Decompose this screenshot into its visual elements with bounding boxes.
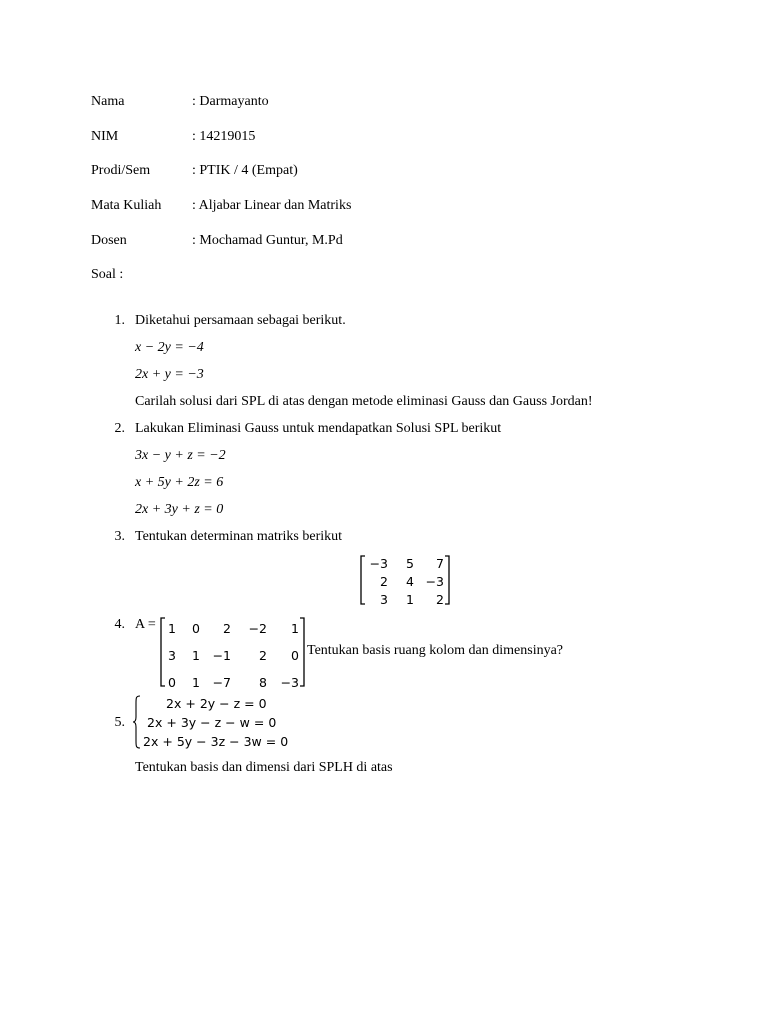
- q3-cell: 4: [406, 573, 414, 589]
- q5-term: w: [239, 715, 250, 730]
- q3-matrix-table: [366, 554, 444, 608]
- value-nama: : Darmayanto: [192, 94, 269, 109]
- q3-number: 3.: [114, 529, 125, 544]
- label-dosen: Dosen: [91, 233, 127, 248]
- q4-cell: −1: [212, 648, 231, 663]
- q5-term: −: [219, 696, 230, 711]
- value-nim: : 14219015: [192, 129, 256, 144]
- q4-cell: 0: [168, 675, 176, 690]
- q4-matrix-table: [162, 615, 299, 696]
- q2-eq1: 3x − y + z = −2: [135, 448, 226, 463]
- q5-term: −: [196, 734, 207, 749]
- q3-cell: 3: [380, 591, 388, 607]
- q5-term: −: [229, 734, 240, 749]
- value-matakuliah: : Aljabar Linear dan Matriks: [192, 198, 352, 213]
- q4-right-bracket: [299, 617, 305, 687]
- q1-number: 1.: [114, 313, 125, 328]
- q5-term: 2x: [147, 715, 163, 730]
- q5-term: +: [162, 734, 173, 749]
- q5-task: Tentukan basis dan dimensi dari SPLH di atas: [135, 760, 393, 775]
- q3-cell: 5: [406, 555, 414, 571]
- q4-cell: 0: [291, 648, 299, 663]
- q5-eq1: [143, 694, 288, 713]
- q5-term: −: [200, 715, 211, 730]
- q4-task: Tentukan basis ruang kolom dan dimensinya?: [307, 643, 564, 658]
- q3-cell: 2: [380, 573, 388, 589]
- q1-intro: Diketahui persamaan sebagai berikut.: [135, 313, 346, 328]
- q5-term: =: [244, 696, 255, 711]
- q5-term: 0: [258, 696, 267, 711]
- q5-term: z: [214, 715, 222, 730]
- q3-cell: −3: [425, 573, 444, 589]
- q3-cell: 2: [436, 591, 444, 607]
- q4-cell: 2: [223, 621, 231, 636]
- q5-term: 0: [280, 734, 289, 749]
- q4-cell: −7: [212, 675, 231, 690]
- q2-eq3: 2x + 3y + z = 0: [135, 502, 224, 517]
- q5-term: +: [166, 715, 177, 730]
- q5-term: 2x: [143, 734, 159, 749]
- q5-number: 5.: [114, 715, 125, 730]
- q2-intro: Lakukan Eliminasi Gauss untuk mendapatkan Solusi SPL berikut: [135, 421, 502, 436]
- q5-eq2: [143, 713, 288, 732]
- q4-cell: 1: [168, 621, 176, 636]
- soal-label: Soal :: [91, 267, 124, 282]
- q5-term: 5y: [176, 734, 193, 749]
- q3-cell: −3: [369, 555, 388, 571]
- q5-term: 2y: [199, 696, 216, 711]
- q5-term: −: [225, 715, 236, 730]
- q5-term: +: [185, 696, 196, 711]
- q5-term: 2x: [166, 696, 182, 711]
- q4-cell: 2: [259, 648, 267, 663]
- q2-eq2: x + 5y + 2z = 6: [135, 475, 224, 490]
- q3-cell: 7: [436, 555, 444, 571]
- q4-number: 4.: [114, 617, 125, 632]
- label-nim: NIM: [91, 129, 119, 144]
- q5-eq3: [143, 732, 288, 751]
- label-prodi: Prodi/Sem: [91, 163, 151, 178]
- q4-cell: −2: [248, 621, 267, 636]
- q3-intro: Tentukan determinan matriks berikut: [135, 529, 343, 544]
- q3-cell: 1: [406, 591, 414, 607]
- q5-term: =: [265, 734, 277, 749]
- q2-number: 2.: [114, 421, 125, 436]
- q5-term: 3z: [210, 734, 226, 749]
- q4-cell: −3: [280, 675, 299, 690]
- q5-term: 0: [268, 715, 277, 730]
- q4-cell: 1: [192, 648, 200, 663]
- q1-task: Carilah solusi dari SPL di atas dengan metode eliminasi Gauss dan Gauss Jordan!: [135, 394, 593, 409]
- q5-term: 3w: [243, 734, 262, 749]
- label-matakuliah: Mata Kuliah: [91, 198, 162, 213]
- q4-cell: 1: [192, 675, 200, 690]
- q5-term: =: [253, 715, 265, 730]
- value-prodi: : PTIK / 4 (Empat): [192, 163, 298, 178]
- value-dosen: : Mochamad Guntur, M.Pd: [192, 233, 343, 248]
- q4-cell: 0: [192, 621, 200, 636]
- q3-right-bracket: [444, 555, 450, 605]
- q4-prefix: A =: [135, 617, 156, 632]
- q1-eq2: 2x + y = −3: [135, 367, 204, 382]
- q4-cell: 3: [168, 648, 176, 663]
- q5-brace: [132, 695, 142, 749]
- q5-term: 3y: [180, 715, 197, 730]
- q5-system: [143, 694, 288, 751]
- q4-cell: 8: [259, 675, 267, 690]
- q4-cell: 1: [291, 621, 299, 636]
- label-nama: Nama: [91, 94, 125, 109]
- q5-term: z: [233, 696, 241, 711]
- q1-eq1: x − 2y = −4: [135, 340, 204, 355]
